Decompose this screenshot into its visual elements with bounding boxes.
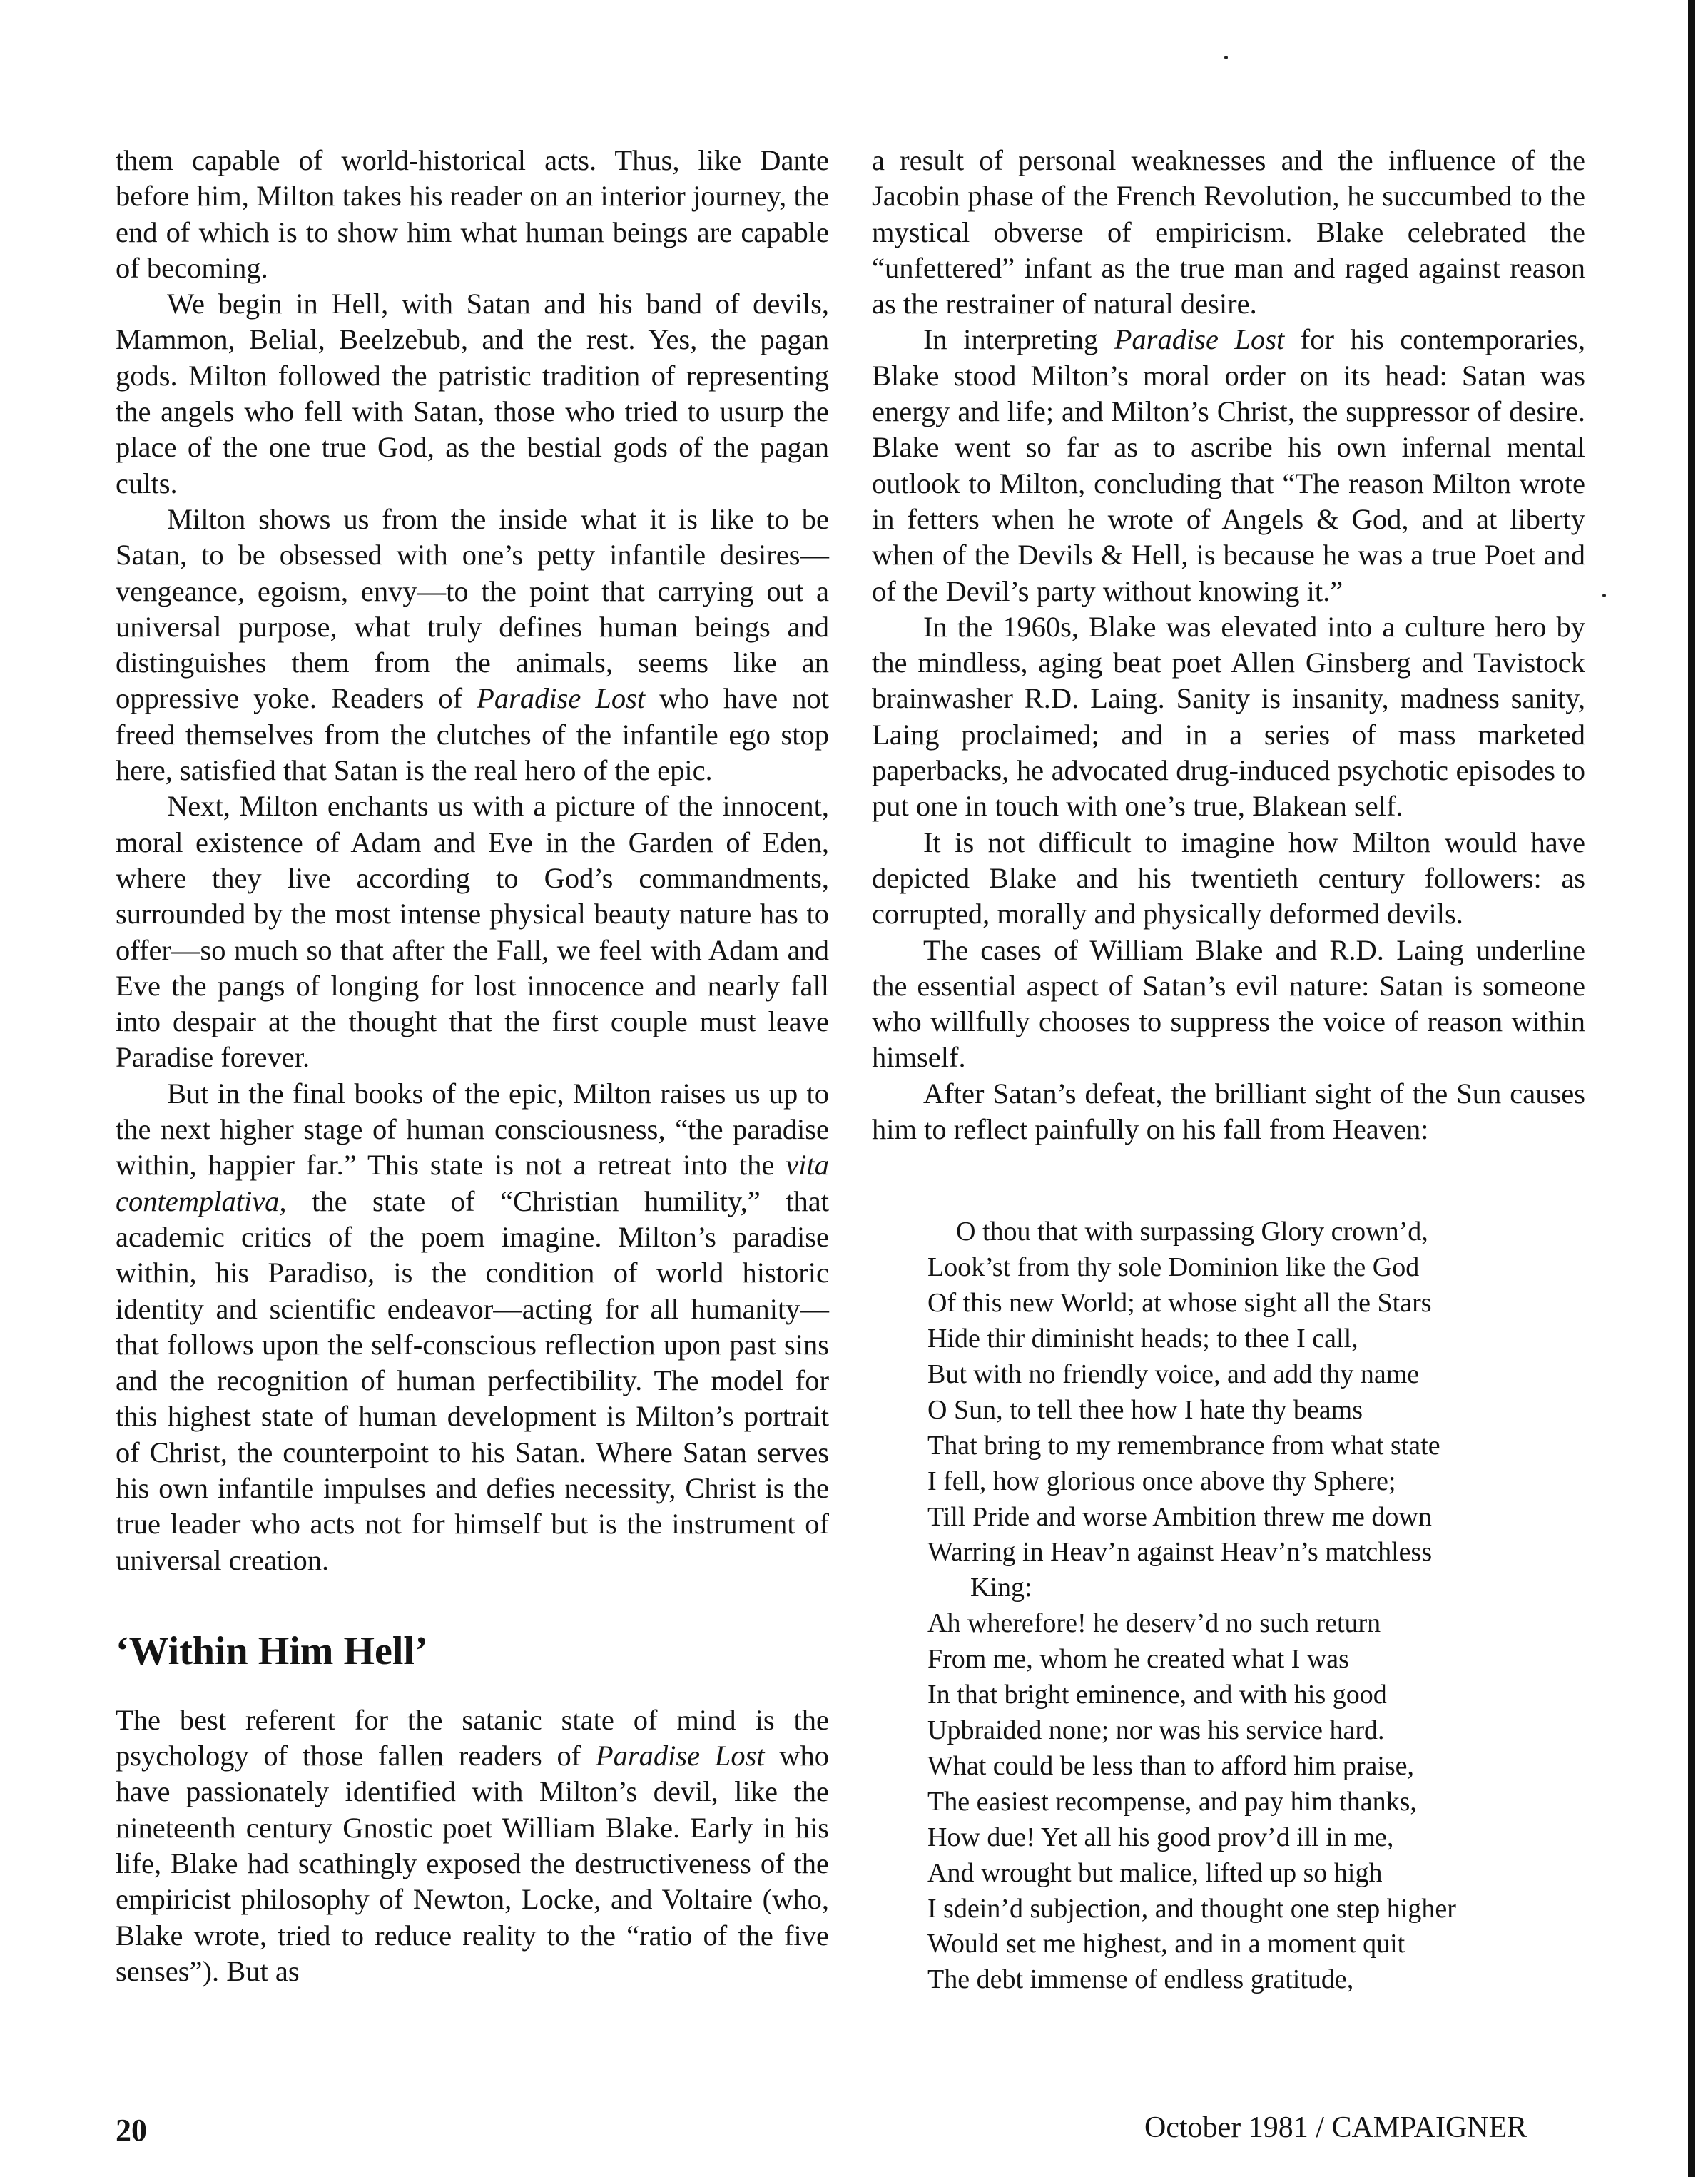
body-paragraph [872,1076,1585,1148]
poem-line: Upbraided none; nor was his service hard. [927,1715,1385,1745]
poem-line: Hide thir diminisht heads; to thee I call, [927,1324,1358,1354]
poem-line: That bring to my remembrance from what state [927,1430,1440,1461]
text-run: Milton shows us from the inside what it is like to be Satan, to be obsessed with one’s petty infantile desires—vengeance, egoism, envy—to the point that carrying out a universal purpose, what truly defines human beings and distinguishes them from the animals, seems like an oppressive yoke. Readers of [116,502,829,715]
left-paragraphs [116,143,829,1578]
poem-line: What could be less than to afford him praise, [927,1750,1415,1781]
poem-line: O thou that with surpassing Glory crown’d, [956,1217,1428,1247]
body-paragraph [872,143,1585,322]
text-run: for his contemporaries, Blake stood Milton’s moral order on its head: Satan was energy and life; and Milton’s Christ, the suppressor of desire. Blake went so far as to ascribe his own infernal mental outlook to Milton, concluding that “The reason Milton wrote in fetters when he wrote of Angels & God, and at liberty when of the Devils & Hell, is because he was a true Poet and of the Devil’s party without knowing it.” [872,323,1586,607]
body-paragraph [872,933,1585,1076]
body-paragraph [116,1702,829,1989]
section-subhead: ‘Within Him Hell’ [116,1628,428,1673]
italic-title: Paradise Lost [477,682,646,715]
poem-line: Ah wherefore! he deserv’d no such return [927,1608,1381,1639]
left-column [116,143,829,1989]
italic-title: Paradise Lost [595,1740,765,1772]
text-run: who have not freed themselves from the clutches of the infantile ego stop here, satisfied that Satan is the real hero of the epic. [116,682,829,787]
poem-line: I fell, how glorious once above thy Sphere; [927,1466,1396,1496]
right-paragraphs [872,143,1585,1147]
poem-line: The easiest recompense, and pay him thanks, [927,1786,1417,1817]
poem-line: From me, whom he created what I was [927,1644,1349,1675]
poem-excerpt [927,1214,1585,1998]
poem-line: King: [970,1573,1032,1603]
italic-title: Paradise Lost [1114,323,1285,356]
page-number: 20 [116,2113,147,2148]
poem-line: How due! Yet all his good prov’d ill in me, [927,1822,1394,1852]
poem-line: Till Pride and worse Ambition threw me down [927,1501,1432,1532]
text-run: a result of personal weaknesses and the influence of the Jacobin phase of the French Revolution, he succumbed to the mystical obverse of empiricism. Blake celebrated the “unfettered” infant as the true man and raged against reason as the restrainer of natural desire. [872,144,1585,320]
text-run: the state of “Christian humility,” that academic critics of the poem imagine. Milton’s paradise within, his Paradiso, is the condition of world historic identity and scientific endeavor—acting for all humanity—that follows upon the self-conscious reflection upon past sins and the recognition of human perfectibility. The model for this highest state of human development is Milton’s portrait of Christ, the counterpoint to his Satan. Where Satan serves his own infantile impulses and defies necessity, Christ is the true leader who acts not for himself but is the instrument of universal creation. [116,1184,829,1576]
right-column [872,143,1585,1998]
body-paragraph [116,502,829,788]
poem-line: But with no friendly voice, and add thy name [927,1359,1420,1389]
text-run: Next, Milton enchants us with a picture of the innocent, moral existence of Adam and Eve in the Garden of Eden, where they live according to God’s commandments, surrounded by the most intense physical beauty nature has to offer—so much so that after the Fall, we feel with Adam and Eve the pangs of longing for lost innocence and nearly fall into despair at the thought that the first couple must leave Paradise forever. [116,790,829,1074]
body-paragraph [872,825,1585,933]
body-paragraph [116,143,829,286]
poem-line: I sdein’d subjection, and thought one step higher [927,1893,1456,1924]
text-run: who have passionately identified with Milton’s devil, like the nineteenth century Gnostic poet William Blake. Early in his life, Blake had scathingly exposed the destructiveness of the empiricist philosophy of Newton, Locke, and Voltaire (who, Blake wrote, tried to reduce reality to the “ratio of the five senses”). But as [116,1740,830,1987]
body-paragraph [872,609,1585,825]
body-paragraph [872,322,1585,609]
poem-line: O Sun, to tell thee how I hate thy beams [927,1394,1363,1425]
poem-line: Would set me highest, and in a moment quit [927,1929,1405,1959]
text-run: In the 1960s, Blake was elevated into a culture hero by the mindless, aging beat poet Allen Ginsberg and Tavistock brainwasher R.D. Laing. Sanity is insanity, madness sanity, Laing proclaimed; and in a series of mass marketed paperbacks, he advocated drug-induced psychotic episodes to put one in touch with one’s true, Blakean self. [872,610,1585,823]
text-run: It is not difficult to imagine how Milton would have depicted Blake and his twentieth century followers: as corrupted, morally and physically deformed devils. [872,826,1585,930]
poem-line: The debt immense of endless gratitude, [927,1964,1354,1995]
poem-line: In that bright eminence, and with his good [927,1680,1387,1710]
body-paragraph [116,286,829,502]
body-paragraph [116,1076,829,1578]
text-run: them capable of world-historical acts. Thus, like Dante before him, Milton takes his reader on an interior journey, the end of which is to show him what human beings are capable of becoming. [116,144,829,284]
left-after-subhead [116,1702,829,1989]
body-paragraph [116,788,829,1075]
poem-line: Of this new World; at whose sight all the Stars [927,1288,1432,1319]
text-run: We begin in Hell, with Satan and his band of devils, Mammon, Belial, Beelzebub, and the rest. Yes, the pagan gods. Milton followed the patristic tradition of representing the angels who fell with Satan, those who tried to usurp the place of the one true God, as the bestial gods of the pagan cults. [116,288,829,499]
text-run: The cases of William Blake and R.D. Laing underline the essential aspect of Satan’s evil nature: Satan is someone who willfully chooses to suppress the voice of reason within himself. [872,933,1585,1074]
scan-speck [1224,56,1228,59]
text-run: The best referent for the satanic state of mind is the psychology of those fallen readers of [116,1703,829,1772]
publication-footer: October 1981 / CAMPAIGNER [1144,2111,1527,2144]
poem-line: Look’st from thy sole Dominion like the God [927,1252,1420,1283]
text-run: After Satan’s defeat, the brilliant sight of the Sun causes him to reflect painfully on his fall from Heaven: [872,1077,1585,1146]
poem-line: Warring in Heav’n against Heav’n’s matchless [927,1537,1433,1568]
text-run: In interpreting [923,323,1114,356]
italic-title: vita contemplativa, [116,1149,829,1217]
text-run: But in the final books of the epic, Milton raises us up to the next higher stage of human consciousness, “the paradise within, happier far.” This state is not a retreat into the [116,1077,829,1182]
page-edge-rule [1688,0,1695,2177]
scan-speck [1602,594,1606,597]
poem-line: And wrought but malice, lifted up so high [927,1857,1383,1888]
